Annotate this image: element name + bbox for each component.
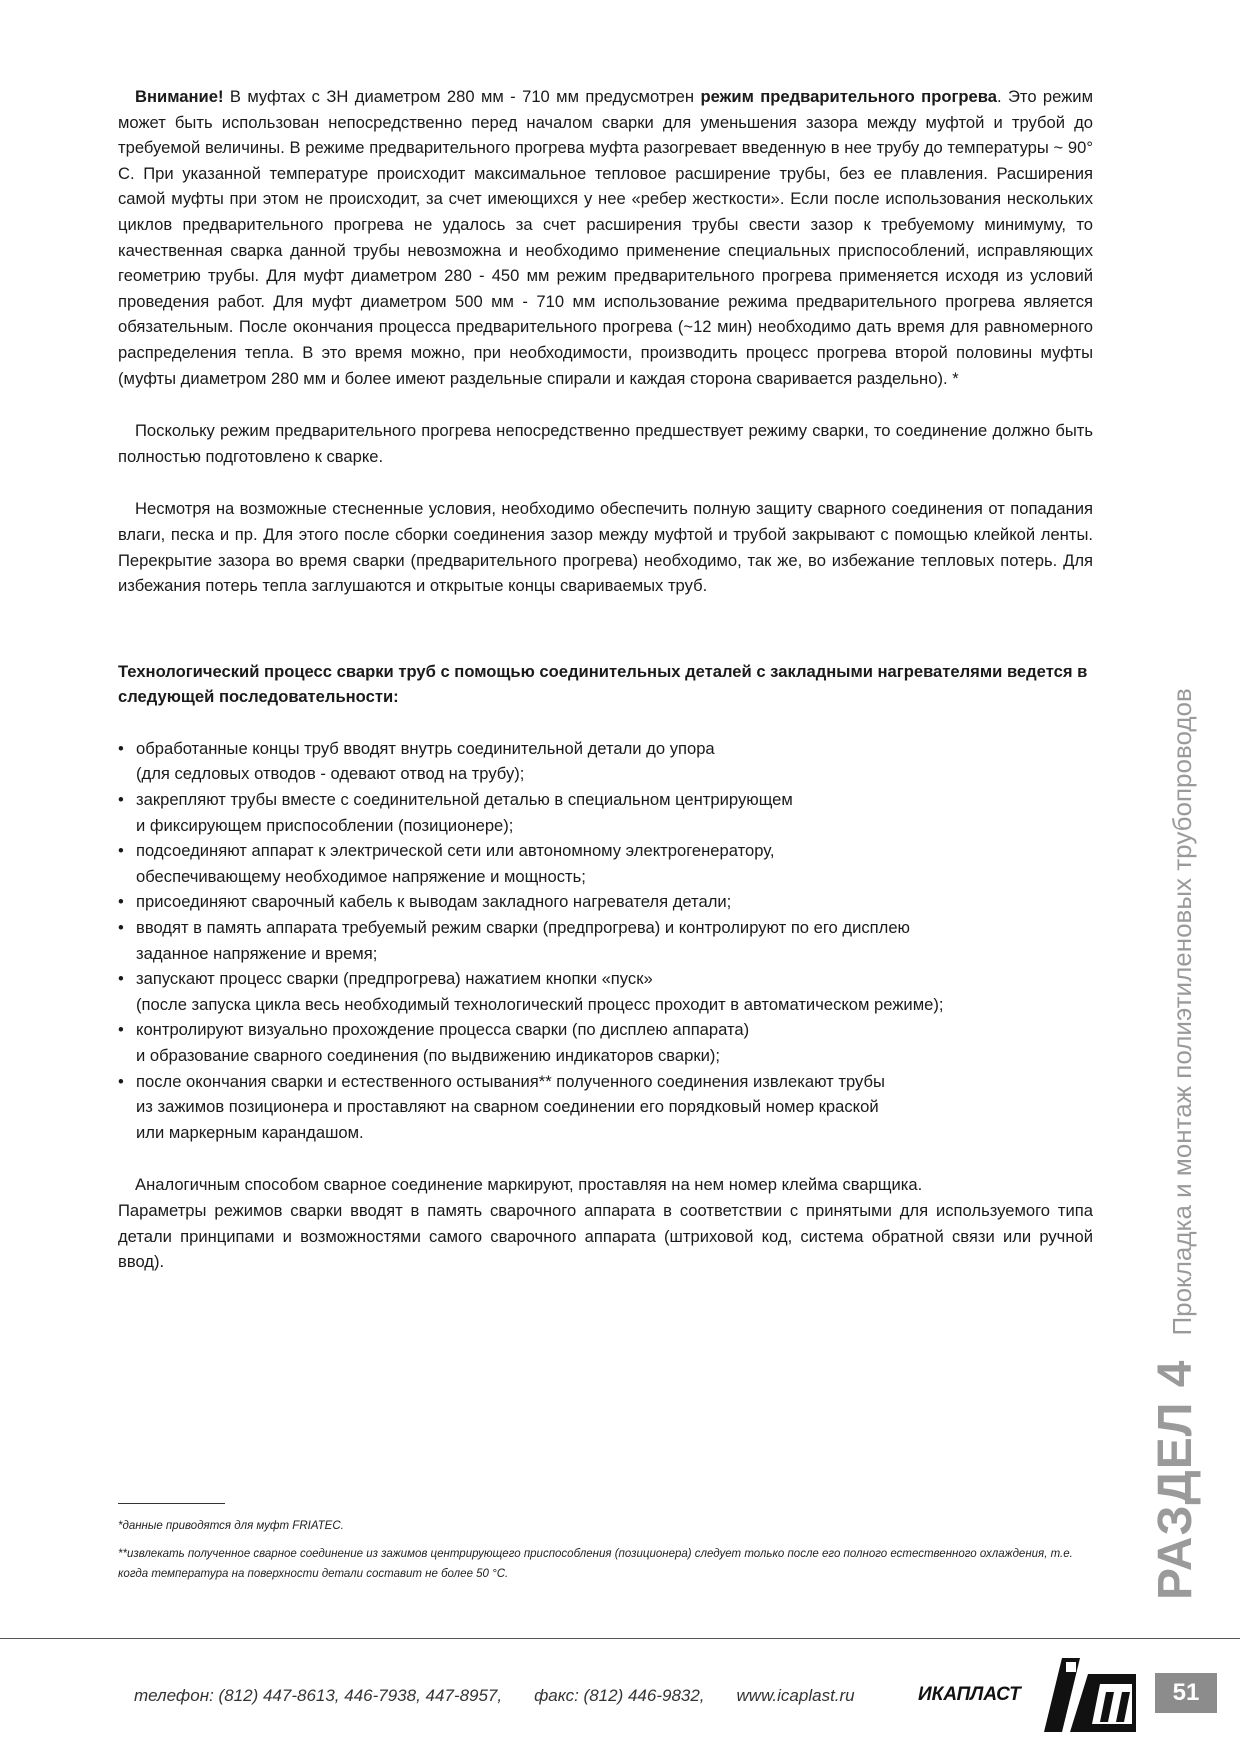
section-title: Прокладка и монтаж полиэтиленовых трубопроводов xyxy=(1167,688,1197,1336)
step-line: вводят в память аппарата требуемый режим сварки (предпрогрева) и контролируют по его дисплею xyxy=(136,918,910,938)
footnotes xyxy=(118,1503,1098,1592)
ica-logo-icon xyxy=(1040,1654,1140,1734)
list-item xyxy=(118,787,1093,838)
step-line: присоединяют сварочный кабель к выводам закладного нагревателя детали; xyxy=(136,892,732,912)
step-line: и образование сварного соединения (по выдвижению индикаторов сварки); xyxy=(136,1046,721,1065)
bullet-icon: • xyxy=(118,841,124,861)
paragraph-marking: Аналогичным способом сварное соединение маркируют, проставляя на нем номер клейма сварщика. xyxy=(135,1175,923,1195)
page-number: 51 xyxy=(1155,1673,1217,1713)
bullet-icon: • xyxy=(118,1020,124,1040)
footnote-1: *данные приводятся для муфт FRIATEC. xyxy=(118,1520,344,1532)
footer-contacts xyxy=(134,1686,855,1706)
step-line: после окончания сварки и естественного остывания** полученного соединения извлекают трубы xyxy=(136,1071,885,1091)
footer-divider xyxy=(0,1638,1240,1639)
process-heading: Технологический процесс сварки труб с помощью соединительных деталей с закладными нагревателями ведется в следующей последовательности: xyxy=(118,661,1088,707)
paragraph-preheat-text-2: . Это режим может быть использован непосредственно перед началом сварки для уменьшения зазора между муфтой и трубой до требуемой величины. В режиме предварительного прогрева муфта разогревает введенную в нее трубу до температуры ~ 90° С. При указанной температуре происходит максимальное тепловое расширение трубы, без ее плавления. Расширения самой муфты при этом не происходит, за счет имеющихся у нее «ребер жесткости». Если после использования нескольких циклов предварительного прогрева не удалось за счет расширения трубы свести зазор к требуемому минимуму, то качественная сварка данной трубы невозможна и необходимо применение специальных приспособлений, исправляющих геометрию трубы. Для муфт диаметром 280 - 450 мм режим предварительного прогрева применяется исходя из условий проведения работ. Для муфт диаметром 500 мм - 710 мм использование режима предварительного прогрева является обязательным. После окончания процесса предварительного прогрева (~12 мин) необходимо дать время для равномерного распределения тепла. В это время можно, при необходимости, производить процесс прогрева второй половины муфты (муфты диаметром 280 мм и более имеют раздельные спирали и каждая сторона сваривается раздельно). * xyxy=(118,87,1093,388)
footnote-divider xyxy=(118,1503,225,1504)
step-line: заданное напряжение и время; xyxy=(136,943,378,963)
list-item xyxy=(118,966,1093,1017)
footer-fax: факс: (812) 446-9832, xyxy=(534,1686,705,1705)
step-line: запускают процесс сварки (предпрогрева) нажатием кнопки «пуск» xyxy=(136,969,653,989)
step-line: или маркерным карандашом. xyxy=(136,1122,364,1142)
process-steps-list xyxy=(118,736,1093,1146)
bullet-icon: • xyxy=(118,790,124,810)
preheat-mode-term: режим предварительного прогрева xyxy=(700,87,997,106)
step-line: (после запуска цикла весь необходимый технологический процесс проходит в автоматическом режиме); xyxy=(136,994,944,1014)
attention-label: Внимание! xyxy=(135,87,224,106)
list-item xyxy=(118,736,1093,787)
bullet-icon: • xyxy=(118,892,124,912)
bullet-icon: • xyxy=(118,969,124,989)
brand-name: ИКАПЛАСТ xyxy=(918,1684,1021,1705)
paragraph-preheat xyxy=(118,84,1093,391)
list-item xyxy=(118,889,1093,915)
paragraph-parameters: Параметры режимов сварки вводят в память сварочного аппарата в соответствии с принятыми для используемого типа детали принципами и возможностями самого сварочного аппарата (штриховой код, система обратной связи или ручной ввод). xyxy=(118,1200,1093,1272)
footer-website[interactable]: www.icaplast.ru xyxy=(736,1686,855,1705)
section-side-title xyxy=(1148,688,1203,1600)
step-line: (для седловых отводов - одевают отвод на трубу); xyxy=(136,764,525,784)
list-item xyxy=(118,838,1093,889)
step-line: обработанные концы труб вводят внутрь соединительной детали до упора xyxy=(136,738,715,758)
step-line: и фиксирующем приспособлении (позиционере); xyxy=(136,815,514,835)
step-line: закрепляют трубы вместе с соединительной деталью в специальном центрирующем xyxy=(136,790,793,810)
paragraph-protection: Несмотря на возможные стесненные условия, необходимо обеспечить полную защиту сварного соединения от попадания влаги, песка и пр. Для этого после сборки соединения зазор между муфтой и трубой закрывают с помощью клейкой ленты. Перекрытие зазора во время сварки (предварительного прогрева) необходимо, так же, во избежание тепловых потерь. Для избежания потерь тепла заглушаются и открытые концы свариваемых труб. xyxy=(118,499,1093,596)
list-item xyxy=(118,915,1093,966)
footnote-2: **извлекать полученное сварное соединение из зажимов центрирующего приспособления (позиционера) следует только после его полного естественного охлаждения, т.е. когда температура на поверхности детали составит не более 50 °С. xyxy=(118,1548,1073,1580)
bullet-icon: • xyxy=(118,918,124,938)
paragraph-preheat-text-1: В муфтах с ЗН диаметром 280 мм - 710 мм предусмотрен xyxy=(223,87,701,106)
list-item xyxy=(118,1069,1093,1146)
main-content xyxy=(118,84,1093,1275)
step-line: подсоединяют аппарат к электрической сети или автономному электрогенератору, xyxy=(136,841,775,861)
list-item xyxy=(118,1017,1093,1068)
step-line: из зажимов позиционера и проставляют на сварном соединении его порядковый номер краской xyxy=(136,1097,879,1117)
step-line: обеспечивающему необходимое напряжение и мощность; xyxy=(136,866,586,886)
bullet-icon: • xyxy=(118,738,124,758)
paragraph-preparation: Поскольку режим предварительного прогрева непосредственно предшествует режиму сварки, то соединение должно быть полностью подготовлено к сварке. xyxy=(118,421,1093,466)
bullet-icon: • xyxy=(118,1071,124,1091)
footer-phone: телефон: (812) 447-8613, 446-7938, 447-8957, xyxy=(134,1686,503,1705)
section-number: РАЗДЕЛ 4 xyxy=(1149,1359,1202,1600)
step-line: контролируют визуально прохождение процесса сварки (по дисплею аппарата) xyxy=(136,1020,750,1040)
